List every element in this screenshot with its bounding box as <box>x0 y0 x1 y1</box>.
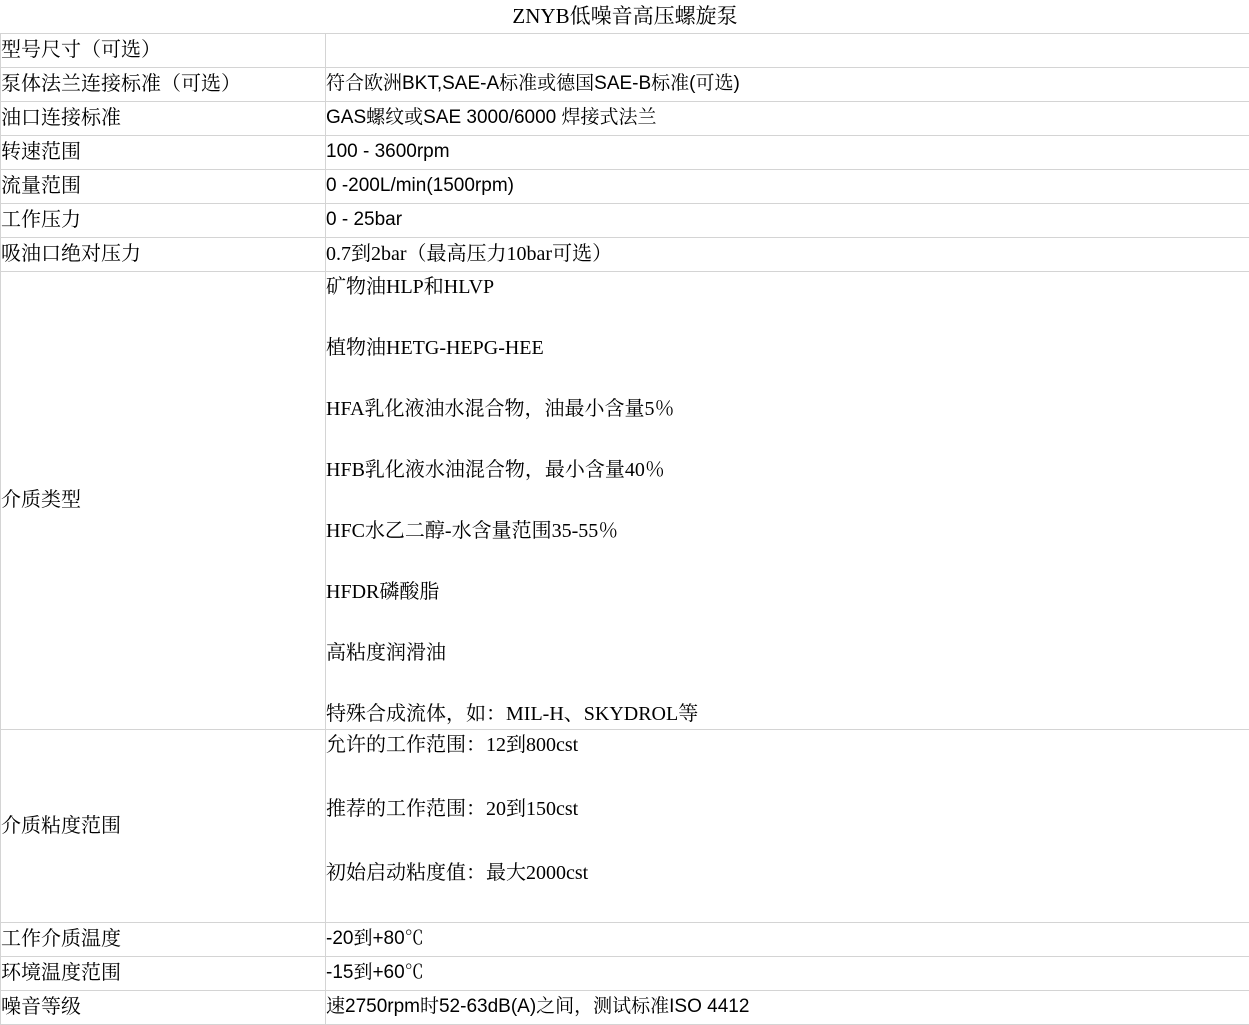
row-value: 速2750rpm时52-63dB(A)之间，测试标准ISO 4412 <box>326 990 1249 1024</box>
row-label: 吸油口绝对压力 <box>1 237 326 271</box>
table-row <box>1 990 1249 1024</box>
list-item: 初始启动粘度值：最大2000cst <box>326 858 1249 888</box>
row-label: 型号尺寸（可选） <box>1 33 326 67</box>
row-value <box>326 33 1249 67</box>
table-row <box>1 101 1249 135</box>
table-row <box>1 237 1249 271</box>
row-label: 泵体法兰连接标准（可选） <box>1 67 326 101</box>
row-label: 工作介质温度 <box>1 922 326 956</box>
table-title-row <box>1 1 1249 34</box>
table-row <box>1 729 1249 922</box>
row-label: 工作压力 <box>1 203 326 237</box>
row-label: 油口连接标准 <box>1 101 326 135</box>
list-item: HFA乳化液油水混合物，油最小含量5％ <box>326 394 1249 424</box>
row-value: 符合欧洲BKT,SAE-A标准或德国SAE-B标准(可选) <box>326 67 1249 101</box>
row-value: 100 - 3600rpm <box>326 135 1249 169</box>
row-value: -15到+60℃ <box>326 956 1249 990</box>
row-value: 0.7到2bar（最高压力10bar可选） <box>326 237 1249 271</box>
table-row <box>1 956 1249 990</box>
list-item: 推荐的工作范围：20到150cst <box>326 794 1249 824</box>
table-row <box>1 203 1249 237</box>
row-label: 介质粘度范围 <box>1 729 326 922</box>
table-row <box>1 33 1249 67</box>
row-value: -20到+80℃ <box>326 922 1249 956</box>
row-label: 流量范围 <box>1 169 326 203</box>
list-item: 允许的工作范围：12到800cst <box>326 730 1249 760</box>
row-value-list <box>326 729 1249 922</box>
list-item: 高粘度润滑油 <box>326 638 1249 668</box>
row-label: 转速范围 <box>1 135 326 169</box>
document-title: ZNYB低噪音高压螺旋泵 <box>1 1 1249 34</box>
list-item: 植物油HETG-HEPG-HEE <box>326 333 1249 363</box>
list-item: 特殊合成流体，如：MIL-H、SKYDROL等 <box>326 699 1249 729</box>
row-label: 噪音等级 <box>1 990 326 1024</box>
list-item: HFB乳化液水油混合物，最小含量40％ <box>326 455 1249 485</box>
list-item: 矿物油HLP和HLVP <box>326 272 1249 302</box>
row-value: 0 -200L/min(1500rpm) <box>326 169 1249 203</box>
table-row <box>1 135 1249 169</box>
row-label: 介质类型 <box>1 271 326 729</box>
row-value: 0 - 25bar <box>326 203 1249 237</box>
table-row <box>1 271 1249 729</box>
row-value-list <box>326 271 1249 729</box>
row-label: 环境温度范围 <box>1 956 326 990</box>
row-value: GAS螺纹或SAE 3000/6000 焊接式法兰 <box>326 101 1249 135</box>
table-row <box>1 922 1249 956</box>
table-row <box>1 67 1249 101</box>
table-row <box>1 169 1249 203</box>
list-item: HFC水乙二醇-水含量范围35-55％ <box>326 516 1249 546</box>
list-item: HFDR磷酸脂 <box>326 577 1249 607</box>
